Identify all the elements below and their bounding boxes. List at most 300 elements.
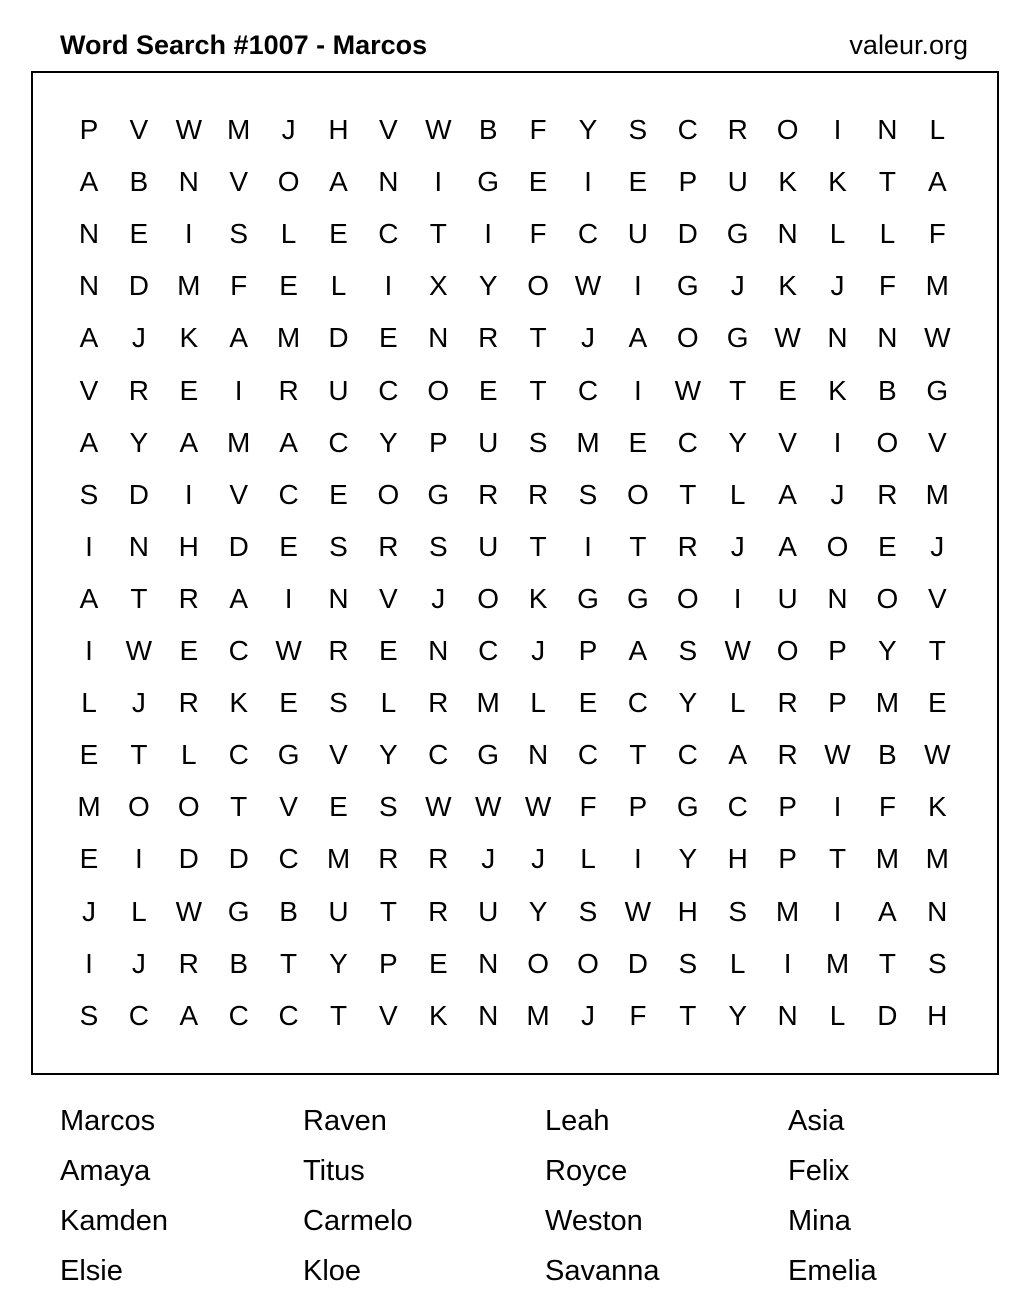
grid-letter[interactable]: G bbox=[726, 218, 749, 250]
grid-letter[interactable]: C bbox=[128, 999, 149, 1031]
grid-letter[interactable]: M bbox=[875, 687, 900, 719]
grid-letter[interactable]: I bbox=[234, 374, 243, 406]
grid-letter[interactable]: H bbox=[328, 114, 349, 145]
grid-letter[interactable]: R bbox=[677, 530, 698, 562]
grid-letter[interactable]: M bbox=[925, 478, 949, 510]
grid-letter[interactable]: A bbox=[628, 322, 648, 354]
grid-letter[interactable]: M bbox=[326, 843, 351, 875]
grid-letter[interactable]: Y bbox=[728, 426, 748, 458]
grid-letter[interactable]: M bbox=[476, 687, 500, 719]
grid-letter[interactable]: F bbox=[878, 270, 896, 302]
grid-letter[interactable]: Y bbox=[129, 426, 149, 458]
grid-letter[interactable]: O bbox=[876, 582, 899, 614]
grid-letter[interactable]: J bbox=[830, 478, 845, 510]
grid-letter[interactable]: D bbox=[228, 843, 249, 875]
grid-letter[interactable]: G bbox=[577, 582, 599, 614]
grid-letter[interactable]: F bbox=[230, 270, 248, 302]
grid-letter[interactable]: L bbox=[879, 218, 896, 250]
grid-letter[interactable]: O bbox=[527, 270, 549, 302]
grid-letter[interactable]: A bbox=[778, 478, 797, 510]
grid-letter[interactable]: T bbox=[679, 999, 697, 1031]
grid-letter[interactable]: T bbox=[828, 843, 847, 875]
grid-letter[interactable]: J bbox=[830, 270, 845, 302]
grid-letter[interactable]: I bbox=[85, 635, 93, 666]
grid-letter[interactable]: T bbox=[878, 166, 896, 198]
grid-letter[interactable]: A bbox=[229, 322, 249, 354]
grid-letter[interactable]: C bbox=[577, 374, 599, 406]
grid-letter[interactable]: N bbox=[78, 270, 100, 302]
grid-letter[interactable]: L bbox=[829, 218, 846, 250]
grid-letter[interactable]: I bbox=[284, 582, 293, 614]
grid-letter[interactable]: L bbox=[929, 114, 946, 145]
grid-letter[interactable]: A bbox=[79, 582, 99, 614]
grid-letter[interactable]: N bbox=[877, 322, 898, 354]
grid-letter[interactable]: V bbox=[329, 739, 348, 771]
grid-letter[interactable]: Y bbox=[379, 426, 398, 458]
grid-letter[interactable]: H bbox=[178, 530, 199, 562]
grid-letter[interactable]: T bbox=[329, 999, 348, 1031]
grid-letter[interactable]: K bbox=[179, 322, 199, 354]
grid-letter[interactable]: N bbox=[328, 582, 349, 614]
grid-letter[interactable]: E bbox=[778, 374, 797, 406]
grid-letter[interactable]: K bbox=[778, 166, 797, 198]
grid-letter[interactable]: R bbox=[378, 843, 399, 875]
grid-letter[interactable]: N bbox=[478, 999, 499, 1031]
grid-letter[interactable]: P bbox=[379, 947, 398, 979]
grid-letter[interactable]: I bbox=[85, 947, 93, 979]
grid-letter[interactable]: E bbox=[628, 426, 648, 458]
grid-letter[interactable]: I bbox=[434, 166, 443, 198]
grid-letter[interactable]: T bbox=[529, 322, 547, 354]
grid-letter[interactable]: S bbox=[578, 478, 598, 510]
grid-letter[interactable]: R bbox=[877, 478, 898, 510]
grid-letter[interactable]: N bbox=[527, 739, 549, 771]
grid-letter[interactable]: T bbox=[928, 635, 946, 666]
grid-letter[interactable]: C bbox=[478, 635, 499, 666]
grid-letter[interactable]: M bbox=[177, 270, 201, 302]
grid-letter[interactable]: V bbox=[279, 791, 298, 823]
grid-letter[interactable]: V bbox=[778, 426, 797, 458]
grid-letter[interactable]: S bbox=[79, 999, 99, 1031]
grid-letter[interactable]: Y bbox=[678, 843, 698, 875]
grid-letter[interactable]: F bbox=[878, 791, 896, 823]
grid-letter[interactable]: P bbox=[778, 791, 797, 823]
grid-letter[interactable]: Y bbox=[728, 999, 748, 1031]
grid-letter[interactable]: D bbox=[128, 478, 149, 510]
grid-letter[interactable]: E bbox=[379, 635, 398, 666]
grid-letter[interactable]: W bbox=[674, 374, 702, 406]
grid-letter[interactable]: W bbox=[275, 635, 302, 666]
grid-letter[interactable]: O bbox=[277, 166, 300, 198]
grid-letter[interactable]: X bbox=[428, 270, 448, 302]
grid-letter[interactable]: L bbox=[131, 895, 147, 927]
grid-letter[interactable]: G bbox=[277, 739, 300, 771]
grid-letter[interactable]: O bbox=[177, 791, 200, 823]
grid-letter[interactable]: W bbox=[425, 114, 452, 145]
grid-letter[interactable]: N bbox=[827, 582, 848, 614]
grid-letter[interactable]: W bbox=[924, 322, 951, 354]
grid-letter[interactable]: E bbox=[478, 374, 498, 406]
grid-letter[interactable]: R bbox=[777, 739, 798, 771]
grid-letter[interactable]: E bbox=[79, 843, 99, 875]
grid-letter[interactable]: Y bbox=[578, 114, 598, 145]
grid-letter[interactable]: R bbox=[328, 635, 349, 666]
grid-letter[interactable]: M bbox=[576, 426, 600, 458]
grid-letter[interactable]: V bbox=[927, 582, 947, 614]
grid-letter[interactable]: C bbox=[278, 999, 299, 1031]
grid-letter[interactable]: T bbox=[379, 895, 397, 927]
grid-letter[interactable]: E bbox=[179, 374, 199, 406]
grid-letter[interactable]: C bbox=[577, 218, 599, 250]
grid-letter[interactable]: D bbox=[228, 530, 249, 562]
grid-letter[interactable]: G bbox=[627, 582, 649, 614]
grid-letter[interactable]: U bbox=[478, 530, 499, 562]
grid-letter[interactable]: N bbox=[927, 895, 948, 927]
grid-letter[interactable]: M bbox=[925, 843, 949, 875]
grid-letter[interactable]: N bbox=[128, 530, 149, 562]
grid-letter[interactable]: I bbox=[384, 270, 393, 302]
grid-letter[interactable]: G bbox=[227, 895, 250, 927]
grid-letter[interactable]: W bbox=[924, 739, 951, 771]
grid-letter[interactable]: P bbox=[578, 635, 598, 666]
grid-letter[interactable]: J bbox=[581, 999, 595, 1031]
grid-letter[interactable]: C bbox=[727, 791, 748, 823]
grid-letter[interactable]: L bbox=[729, 687, 746, 719]
grid-letter[interactable]: J bbox=[431, 582, 446, 614]
grid-letter[interactable]: L bbox=[729, 478, 746, 510]
grid-letter[interactable]: R bbox=[178, 687, 199, 719]
grid-letter[interactable]: F bbox=[629, 999, 647, 1031]
grid-letter[interactable]: E bbox=[279, 530, 298, 562]
grid-letter[interactable]: C bbox=[677, 114, 698, 145]
grid-letter[interactable]: E bbox=[179, 635, 199, 666]
grid-letter[interactable]: B bbox=[279, 895, 298, 927]
grid-letter[interactable]: R bbox=[527, 478, 549, 510]
grid-letter[interactable]: Y bbox=[528, 895, 548, 927]
grid-letter[interactable]: O bbox=[676, 582, 699, 614]
grid-letter[interactable]: W bbox=[425, 791, 452, 823]
grid-letter[interactable]: T bbox=[130, 739, 148, 771]
grid-letter[interactable]: C bbox=[428, 739, 449, 771]
grid-letter[interactable]: G bbox=[477, 166, 500, 198]
grid-letter[interactable]: S bbox=[329, 687, 348, 719]
grid-letter[interactable]: N bbox=[78, 218, 100, 250]
grid-letter[interactable]: T bbox=[429, 218, 447, 250]
grid-letter[interactable]: C bbox=[677, 739, 698, 771]
grid-letter[interactable]: K bbox=[428, 999, 448, 1031]
grid-letter[interactable]: C bbox=[378, 218, 399, 250]
grid-letter[interactable]: I bbox=[634, 843, 642, 875]
grid-letter[interactable]: T bbox=[878, 947, 896, 979]
grid-letter[interactable]: K bbox=[828, 374, 847, 406]
grid-letter[interactable]: R bbox=[428, 895, 449, 927]
grid-letter[interactable]: N bbox=[178, 166, 199, 198]
grid-letter[interactable]: F bbox=[928, 218, 946, 250]
grid-letter[interactable]: G bbox=[676, 270, 699, 302]
grid-letter[interactable]: K bbox=[229, 687, 249, 719]
grid-letter[interactable]: B bbox=[478, 114, 498, 145]
grid-letter[interactable]: E bbox=[79, 739, 99, 771]
grid-letter[interactable]: W bbox=[125, 635, 153, 666]
grid-letter[interactable]: E bbox=[379, 322, 398, 354]
grid-letter[interactable]: S bbox=[728, 895, 748, 927]
grid-letter[interactable]: C bbox=[278, 843, 299, 875]
grid-letter[interactable]: S bbox=[628, 114, 648, 145]
grid-letter[interactable]: E bbox=[428, 947, 448, 979]
grid-letter[interactable]: K bbox=[828, 166, 847, 198]
grid-letter[interactable]: L bbox=[580, 843, 596, 875]
grid-letter[interactable]: I bbox=[135, 843, 143, 875]
grid-letter[interactable]: A bbox=[79, 426, 99, 458]
grid-letter[interactable]: I bbox=[484, 218, 493, 250]
grid-letter[interactable]: W bbox=[824, 739, 851, 771]
grid-letter[interactable]: L bbox=[380, 687, 397, 719]
grid-letter[interactable]: T bbox=[529, 374, 547, 406]
grid-letter[interactable]: J bbox=[281, 114, 296, 145]
grid-letter[interactable]: J bbox=[131, 322, 146, 354]
grid-letter[interactable]: W bbox=[524, 791, 552, 823]
grid-letter[interactable]: M bbox=[775, 895, 800, 927]
grid-letter[interactable]: R bbox=[428, 687, 449, 719]
grid-letter[interactable]: J bbox=[531, 843, 546, 875]
grid-letter[interactable]: I bbox=[184, 478, 193, 510]
grid-letter[interactable]: W bbox=[474, 791, 502, 823]
grid-letter[interactable]: O bbox=[427, 374, 450, 406]
grid-letter[interactable]: D bbox=[328, 322, 349, 354]
grid-letter[interactable]: E bbox=[329, 478, 348, 510]
grid-letter[interactable]: P bbox=[628, 791, 648, 823]
grid-letter[interactable]: K bbox=[528, 582, 548, 614]
grid-letter[interactable]: O bbox=[826, 530, 849, 562]
grid-letter[interactable]: G bbox=[676, 791, 699, 823]
grid-letter[interactable]: E bbox=[878, 530, 897, 562]
grid-letter[interactable]: I bbox=[833, 791, 842, 823]
grid-letter[interactable]: L bbox=[829, 999, 846, 1031]
grid-letter[interactable]: O bbox=[577, 947, 599, 979]
grid-letter[interactable]: P bbox=[428, 426, 448, 458]
grid-letter[interactable]: M bbox=[227, 114, 251, 145]
grid-letter[interactable]: L bbox=[330, 270, 347, 302]
grid-letter[interactable]: O bbox=[377, 478, 400, 510]
grid-letter[interactable]: P bbox=[828, 635, 847, 666]
grid-letter[interactable]: I bbox=[833, 895, 842, 927]
grid-letter[interactable]: G bbox=[926, 374, 949, 406]
grid-letter[interactable]: M bbox=[925, 270, 949, 302]
grid-letter[interactable]: R bbox=[178, 582, 199, 614]
grid-letter[interactable]: S bbox=[927, 947, 947, 979]
grid-letter[interactable]: L bbox=[81, 687, 97, 719]
grid-letter[interactable]: V bbox=[229, 166, 249, 198]
grid-letter[interactable]: T bbox=[629, 530, 647, 562]
grid-letter[interactable]: C bbox=[228, 999, 249, 1031]
grid-letter[interactable]: J bbox=[531, 635, 546, 666]
grid-letter[interactable]: E bbox=[329, 791, 348, 823]
grid-letter[interactable]: A bbox=[778, 530, 797, 562]
grid-letter[interactable]: O bbox=[776, 114, 799, 145]
grid-letter[interactable]: Y bbox=[478, 270, 498, 302]
grid-letter[interactable]: T bbox=[529, 530, 547, 562]
grid-letter[interactable]: E bbox=[528, 166, 548, 198]
grid-letter[interactable]: U bbox=[328, 374, 349, 406]
grid-letter[interactable]: N bbox=[378, 166, 399, 198]
grid-letter[interactable]: A bbox=[279, 426, 298, 458]
grid-letter[interactable]: R bbox=[727, 114, 748, 145]
grid-letter[interactable]: V bbox=[129, 114, 149, 145]
grid-letter[interactable]: I bbox=[733, 582, 742, 614]
grid-letter[interactable]: U bbox=[478, 895, 499, 927]
grid-letter[interactable]: M bbox=[227, 426, 251, 458]
grid-letter[interactable]: D bbox=[627, 947, 648, 979]
grid-letter[interactable]: E bbox=[279, 270, 298, 302]
grid-letter[interactable]: C bbox=[378, 374, 399, 406]
grid-letter[interactable]: H bbox=[677, 895, 698, 927]
grid-letter[interactable]: W bbox=[774, 322, 801, 354]
grid-letter[interactable]: P bbox=[79, 114, 99, 145]
grid-letter[interactable]: S bbox=[428, 530, 448, 562]
grid-letter[interactable]: H bbox=[927, 999, 948, 1031]
grid-letter[interactable]: J bbox=[730, 270, 745, 302]
grid-letter[interactable]: K bbox=[927, 791, 947, 823]
grid-letter[interactable]: S bbox=[329, 530, 348, 562]
grid-letter[interactable]: N bbox=[777, 999, 798, 1031]
grid-letter[interactable]: K bbox=[778, 270, 797, 302]
grid-letter[interactable]: A bbox=[79, 322, 99, 354]
grid-letter[interactable]: A bbox=[79, 166, 99, 198]
grid-letter[interactable]: I bbox=[85, 530, 93, 562]
grid-letter[interactable]: O bbox=[776, 635, 799, 666]
grid-letter[interactable]: R bbox=[178, 947, 199, 979]
grid-letter[interactable]: M bbox=[276, 322, 301, 354]
grid-letter[interactable]: E bbox=[129, 218, 149, 250]
grid-letter[interactable]: E bbox=[628, 166, 648, 198]
grid-letter[interactable]: C bbox=[228, 739, 249, 771]
grid-letter[interactable]: E bbox=[279, 687, 298, 719]
grid-letter[interactable]: E bbox=[927, 687, 947, 719]
grid-letter[interactable]: T bbox=[230, 791, 248, 823]
grid-letter[interactable]: D bbox=[128, 270, 149, 302]
grid-letter[interactable]: J bbox=[930, 530, 945, 562]
grid-letter[interactable]: A bbox=[229, 582, 249, 614]
grid-letter[interactable]: A bbox=[878, 895, 897, 927]
grid-letter[interactable]: C bbox=[627, 687, 648, 719]
grid-letter[interactable]: T bbox=[729, 374, 747, 406]
grid-letter[interactable]: N bbox=[777, 218, 798, 250]
grid-letter[interactable]: R bbox=[428, 843, 449, 875]
grid-letter[interactable]: T bbox=[679, 478, 697, 510]
grid-letter[interactable]: B bbox=[878, 739, 897, 771]
grid-letter[interactable]: S bbox=[578, 895, 598, 927]
grid-letter[interactable]: C bbox=[677, 426, 698, 458]
grid-letter[interactable]: I bbox=[833, 426, 842, 458]
grid-letter[interactable]: U bbox=[627, 218, 648, 250]
grid-letter[interactable]: S bbox=[678, 947, 698, 979]
grid-letter[interactable]: L bbox=[530, 687, 546, 719]
grid-letter[interactable]: O bbox=[477, 582, 500, 614]
grid-letter[interactable]: J bbox=[730, 530, 745, 562]
grid-letter[interactable]: I bbox=[634, 374, 642, 406]
grid-letter[interactable]: S bbox=[79, 478, 99, 510]
grid-letter[interactable]: E bbox=[329, 218, 348, 250]
grid-letter[interactable]: S bbox=[229, 218, 249, 250]
grid-letter[interactable]: C bbox=[328, 426, 349, 458]
grid-letter[interactable]: B bbox=[878, 374, 897, 406]
grid-letter[interactable]: U bbox=[727, 166, 748, 198]
grid-letter[interactable]: W bbox=[724, 635, 751, 666]
grid-letter[interactable]: D bbox=[178, 843, 199, 875]
grid-letter[interactable]: P bbox=[828, 687, 847, 719]
grid-letter[interactable]: V bbox=[379, 582, 398, 614]
grid-letter[interactable]: Y bbox=[878, 635, 897, 666]
grid-letter[interactable]: B bbox=[229, 947, 249, 979]
grid-letter[interactable]: U bbox=[328, 895, 349, 927]
grid-letter[interactable]: A bbox=[179, 999, 199, 1031]
grid-letter[interactable]: Y bbox=[678, 687, 698, 719]
grid-letter[interactable]: I bbox=[584, 166, 592, 198]
grid-letter[interactable]: M bbox=[526, 999, 550, 1031]
grid-letter[interactable]: L bbox=[729, 947, 746, 979]
grid-letter[interactable]: I bbox=[783, 947, 792, 979]
grid-letter[interactable]: W bbox=[624, 895, 652, 927]
grid-letter[interactable]: L bbox=[280, 218, 297, 250]
grid-letter[interactable]: U bbox=[777, 582, 798, 614]
grid-letter[interactable]: Y bbox=[379, 739, 398, 771]
grid-letter[interactable]: H bbox=[727, 843, 748, 875]
grid-letter[interactable]: S bbox=[678, 635, 698, 666]
grid-letter[interactable]: M bbox=[77, 791, 101, 823]
grid-letter[interactable]: S bbox=[379, 791, 398, 823]
grid-letter[interactable]: D bbox=[677, 218, 698, 250]
grid-letter[interactable]: F bbox=[529, 114, 547, 145]
grid-letter[interactable]: O bbox=[876, 426, 899, 458]
grid-letter[interactable]: R bbox=[378, 530, 399, 562]
grid-letter[interactable]: A bbox=[329, 166, 348, 198]
grid-letter[interactable]: J bbox=[481, 843, 496, 875]
grid-letter[interactable]: D bbox=[877, 999, 898, 1031]
grid-letter[interactable]: V bbox=[379, 999, 398, 1031]
grid-letter[interactable]: N bbox=[478, 947, 499, 979]
grid-letter[interactable]: T bbox=[130, 582, 148, 614]
grid-letter[interactable]: C bbox=[278, 478, 299, 510]
grid-letter[interactable]: I bbox=[833, 114, 842, 145]
grid-letter[interactable]: G bbox=[477, 739, 500, 771]
grid-letter[interactable]: C bbox=[228, 635, 249, 666]
grid-letter[interactable]: J bbox=[581, 322, 595, 354]
grid-letter[interactable]: F bbox=[579, 791, 597, 823]
grid-letter[interactable]: I bbox=[584, 530, 592, 562]
grid-letter[interactable]: N bbox=[428, 635, 449, 666]
grid-letter[interactable]: B bbox=[129, 166, 149, 198]
grid-letter[interactable]: Y bbox=[329, 947, 348, 979]
grid-letter[interactable]: I bbox=[634, 270, 642, 302]
grid-letter[interactable]: G bbox=[427, 478, 450, 510]
grid-letter[interactable]: N bbox=[428, 322, 449, 354]
grid-letter[interactable]: J bbox=[131, 947, 146, 979]
grid-letter[interactable]: S bbox=[528, 426, 548, 458]
grid-letter[interactable]: F bbox=[529, 218, 547, 250]
grid-letter[interactable]: M bbox=[825, 947, 850, 979]
grid-letter[interactable]: I bbox=[184, 218, 193, 250]
grid-letter[interactable]: A bbox=[628, 635, 648, 666]
grid-letter[interactable]: A bbox=[927, 166, 947, 198]
grid-letter[interactable]: N bbox=[877, 114, 898, 145]
grid-letter[interactable]: C bbox=[577, 739, 599, 771]
grid-letter[interactable]: A bbox=[728, 739, 748, 771]
grid-letter[interactable]: R bbox=[478, 322, 499, 354]
grid-letter[interactable]: P bbox=[678, 166, 698, 198]
grid-letter[interactable]: W bbox=[175, 114, 203, 145]
grid-letter[interactable]: O bbox=[128, 791, 150, 823]
grid-letter[interactable]: E bbox=[578, 687, 598, 719]
